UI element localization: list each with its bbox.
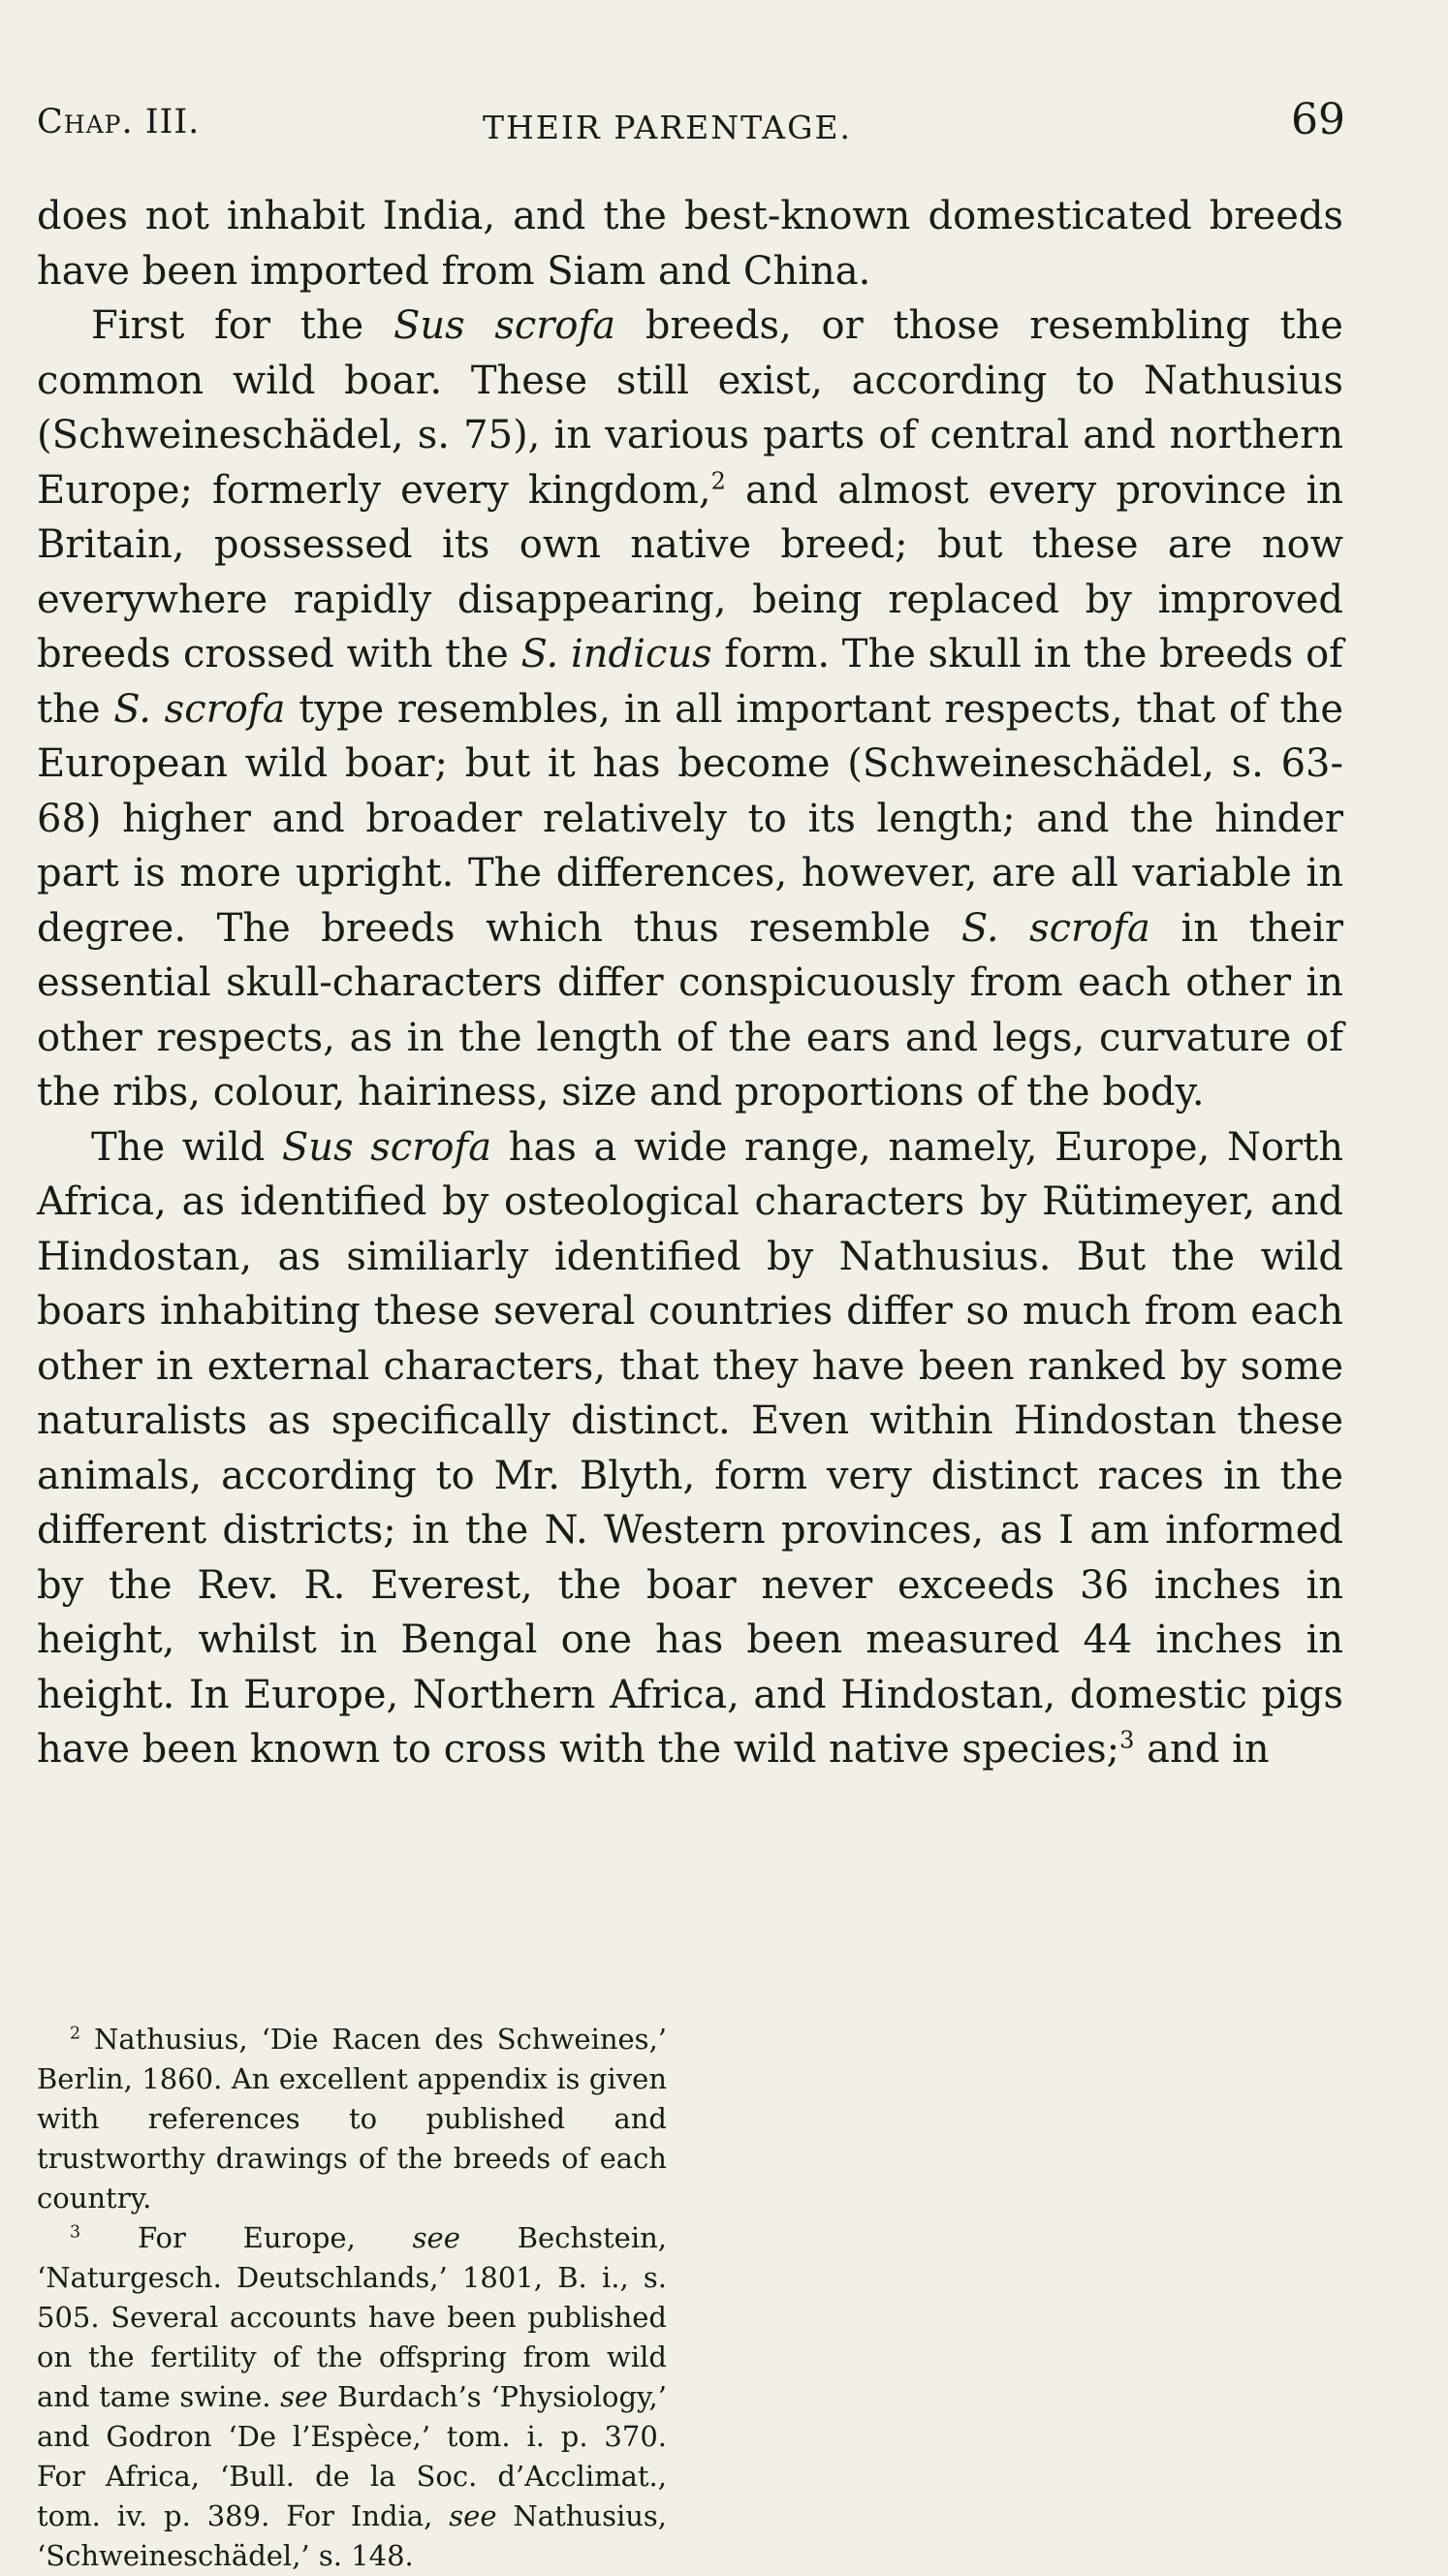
running-title: THEIR PARENTAGE. xyxy=(483,109,853,146)
text-run: has a wide range, namely, Europe, North Africa, as identified by osteological characters by Rütimeyer, and Hindostan, as similiarly identified by Nathusius. But the wild boars inhabiting these several countries differ so much from each other in external characters, that they have been ranked by some naturalists as specifically distinct. Even within Hindostan these animals, according to Mr. Blyth, form very distinct races in the different districts; in the N. Western provinces, as I am informed by the Rev. R. Everest, the boar never exceeds 36 inches in height, whilst in Bengal one has been measured 44 inches in height. In Europe, Northern Africa, and Hindostan, domestic pigs have been known to cross with the wild native species; xyxy=(37,1124,1343,1772)
paragraph-1: does not inhabit India, and the best-known domesticated breeds have been imported from Siam and China. xyxy=(37,194,1343,294)
footnote-column-left xyxy=(37,2020,667,2576)
species-name: S. scrofa xyxy=(960,905,1150,951)
footnote-mark: 2 xyxy=(70,2024,81,2044)
page-number: 69 xyxy=(1291,95,1345,144)
footnote-2 xyxy=(37,2020,667,2218)
footnote-see: see xyxy=(449,2499,497,2532)
paragraph-2 xyxy=(37,298,1343,1120)
footnote-text: Nathusius, ‘Die Racen des Schweines,’ Berlin, 1860. An excellent appendix is given with references to published and trustworthy drawings of the breeds of each country. xyxy=(37,2023,668,2215)
footnote-text: Burdach’s ‘Physiology,’ and Godron ‘De l’Espèce,’ tom. i. p. 370. For Africa, ‘Bull. de la Soc. d’Acclimat., tom. iv. p. 389. For India, xyxy=(37,2380,667,2532)
footnote-text: Bechstein, ‘Naturgesch. Deutschlands,’ 1801, B. i., s. 505. Several accounts have been published on the fertility of the offspring from wild and tame swine. xyxy=(37,2221,667,2413)
footnote-3 xyxy=(37,2218,667,2576)
main-text xyxy=(37,189,1343,1777)
chapter-label: Chap. III. xyxy=(37,103,201,141)
text-run: in their essential skull-characters differ conspicuously from each other in other respects, as in the length of the ears and legs, curvature of the ribs, colour, hairiness, size and proportions of the body. xyxy=(37,905,1343,1115)
text-run: form. The skull in the breeds of the xyxy=(37,632,1343,732)
footnote-text: Nathusius, ‘Schweineschädel,’ s. 148. xyxy=(37,2499,668,2572)
species-name: Sus scrofa xyxy=(393,303,616,348)
species-name: S. indicus xyxy=(520,632,712,676)
footnote-see: see xyxy=(412,2221,460,2254)
text-run: The wild xyxy=(91,1124,282,1170)
text-run: and in xyxy=(1134,1727,1270,1772)
paragraph-3 xyxy=(37,1120,1343,1777)
text-run: First for the xyxy=(91,303,393,348)
text-run: breeds, or those resembling the common wild boar. These still exist, according to Nathusius (Schweineschädel, s. 75), in various parts of central and northern Europe; formerly every kingdom, xyxy=(37,303,1343,513)
species-name: S. scrofa xyxy=(113,686,286,732)
footnote-see: see xyxy=(280,2380,329,2413)
footnote-ref-2: 2 xyxy=(710,467,726,495)
species-name: Sus scrofa xyxy=(281,1124,492,1170)
footnote-mark: 3 xyxy=(70,2222,81,2243)
text-run: type resembles, in all important respects, that of the European wild boar; but it has become (Schweineschädel, s. 63-68) higher and broader relatively to its length; and the hinder part is more upright. The differences, however, are all variable in degree. The breeds which thus resemble xyxy=(37,686,1343,951)
text-run: and almost every province in Britain, possessed its own native breed; but these are now everywhere rapidly disappearing, being replaced by improved breeds crossed with the xyxy=(37,467,1343,676)
running-header xyxy=(37,95,1345,153)
footnote-text: For Europe, xyxy=(137,2221,413,2254)
footnote-ref-3: 3 xyxy=(1119,1726,1135,1754)
